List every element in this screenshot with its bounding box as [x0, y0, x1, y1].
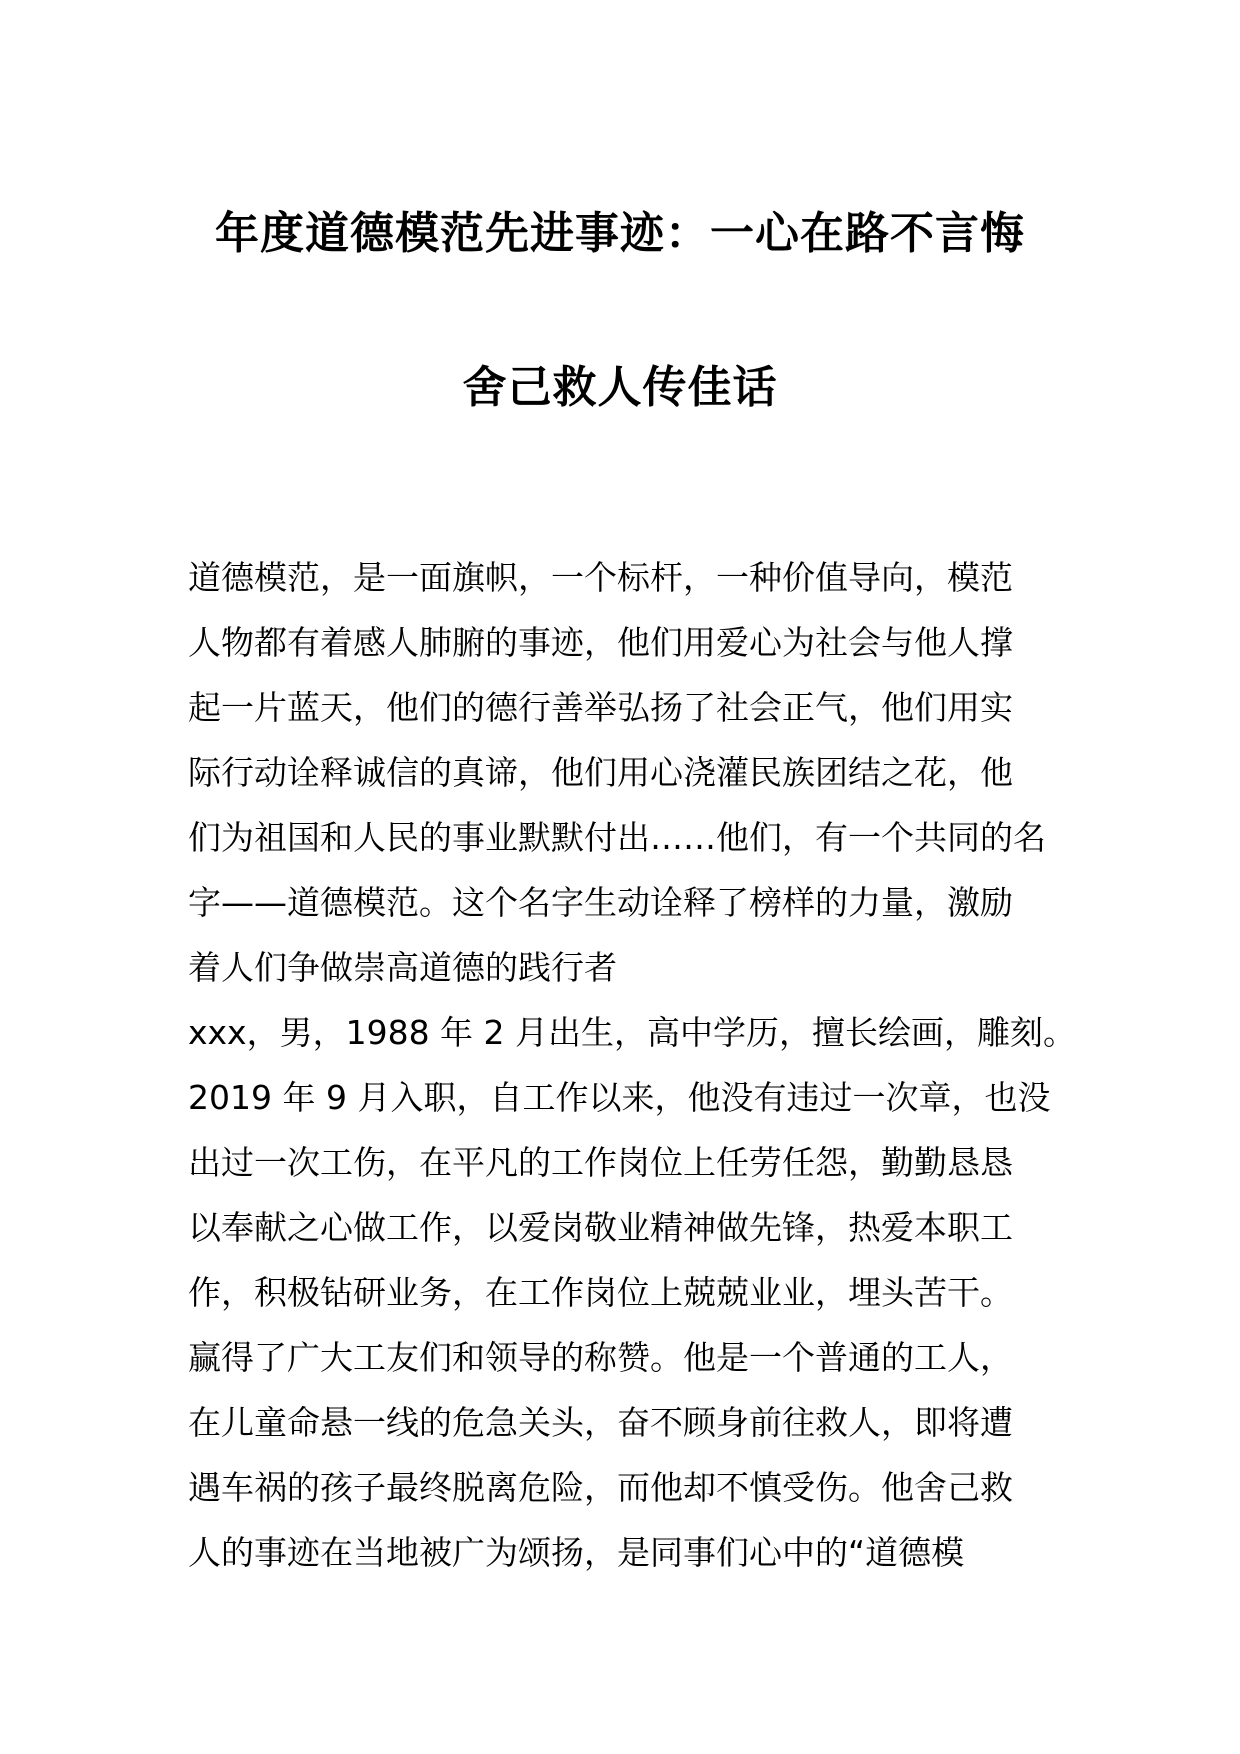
- body-line: 以奉献之心做工作，以爱岗敬业精神做先锋，热爱本职工: [188, 1208, 1013, 1247]
- body-line: 出过一次工伤，在平凡的工作岗位上任劳任怨，勤勤恳恳: [188, 1143, 1013, 1182]
- body-line: 道德模范，是一面旗帜，一个标杆，一种价值导向，模范: [188, 558, 1013, 597]
- document-title-line-2: 舍己救人传佳话: [462, 362, 778, 413]
- document-title-line-1: 年度道德模范先进事迹：一心在路不言悔: [215, 208, 1025, 259]
- body-line: xxx，男，1988 年 2 月出生，高中学历，擅长绘画，雕刻。: [188, 1013, 1077, 1052]
- body-line: 着人们争做崇高道德的践行者: [188, 948, 617, 987]
- document-body: [188, 545, 1077, 1585]
- body-line: 人物都有着感人肺腑的事迹，他们用爱心为社会与他人撑: [188, 623, 1013, 662]
- body-line: 遇车祸的孩子最终脱离危险，而他却不慎受伤。他舍己救: [188, 1468, 1013, 1507]
- body-line: 字——道德模范。这个名字生动诠释了榜样的力量，激励: [188, 883, 1013, 922]
- body-line: 起一片蓝天，他们的德行善举弘扬了社会正气，他们用实: [188, 688, 1013, 727]
- body-line: 2019 年 9 月入职，自工作以来，他没有违过一次章，也没: [188, 1078, 1051, 1117]
- body-line: 们为祖国和人民的事业默默付出……他们，有一个共同的名: [188, 818, 1046, 857]
- body-line: 在儿童命悬一线的危急关头，奋不顾身前往救人，即将遭: [188, 1403, 1013, 1442]
- body-line: 赢得了广大工友们和领导的称赞。他是一个普通的工人，: [188, 1338, 1013, 1377]
- body-line: 作，积极钻研业务，在工作岗位上兢兢业业，埋头苦干。: [188, 1273, 1013, 1312]
- body-line: 际行动诠释诚信的真谛，他们用心浇灌民族团结之花，他: [188, 753, 1013, 792]
- body-line: 人的事迹在当地被广为颂扬，是同事们心中的“道德模: [188, 1533, 965, 1572]
